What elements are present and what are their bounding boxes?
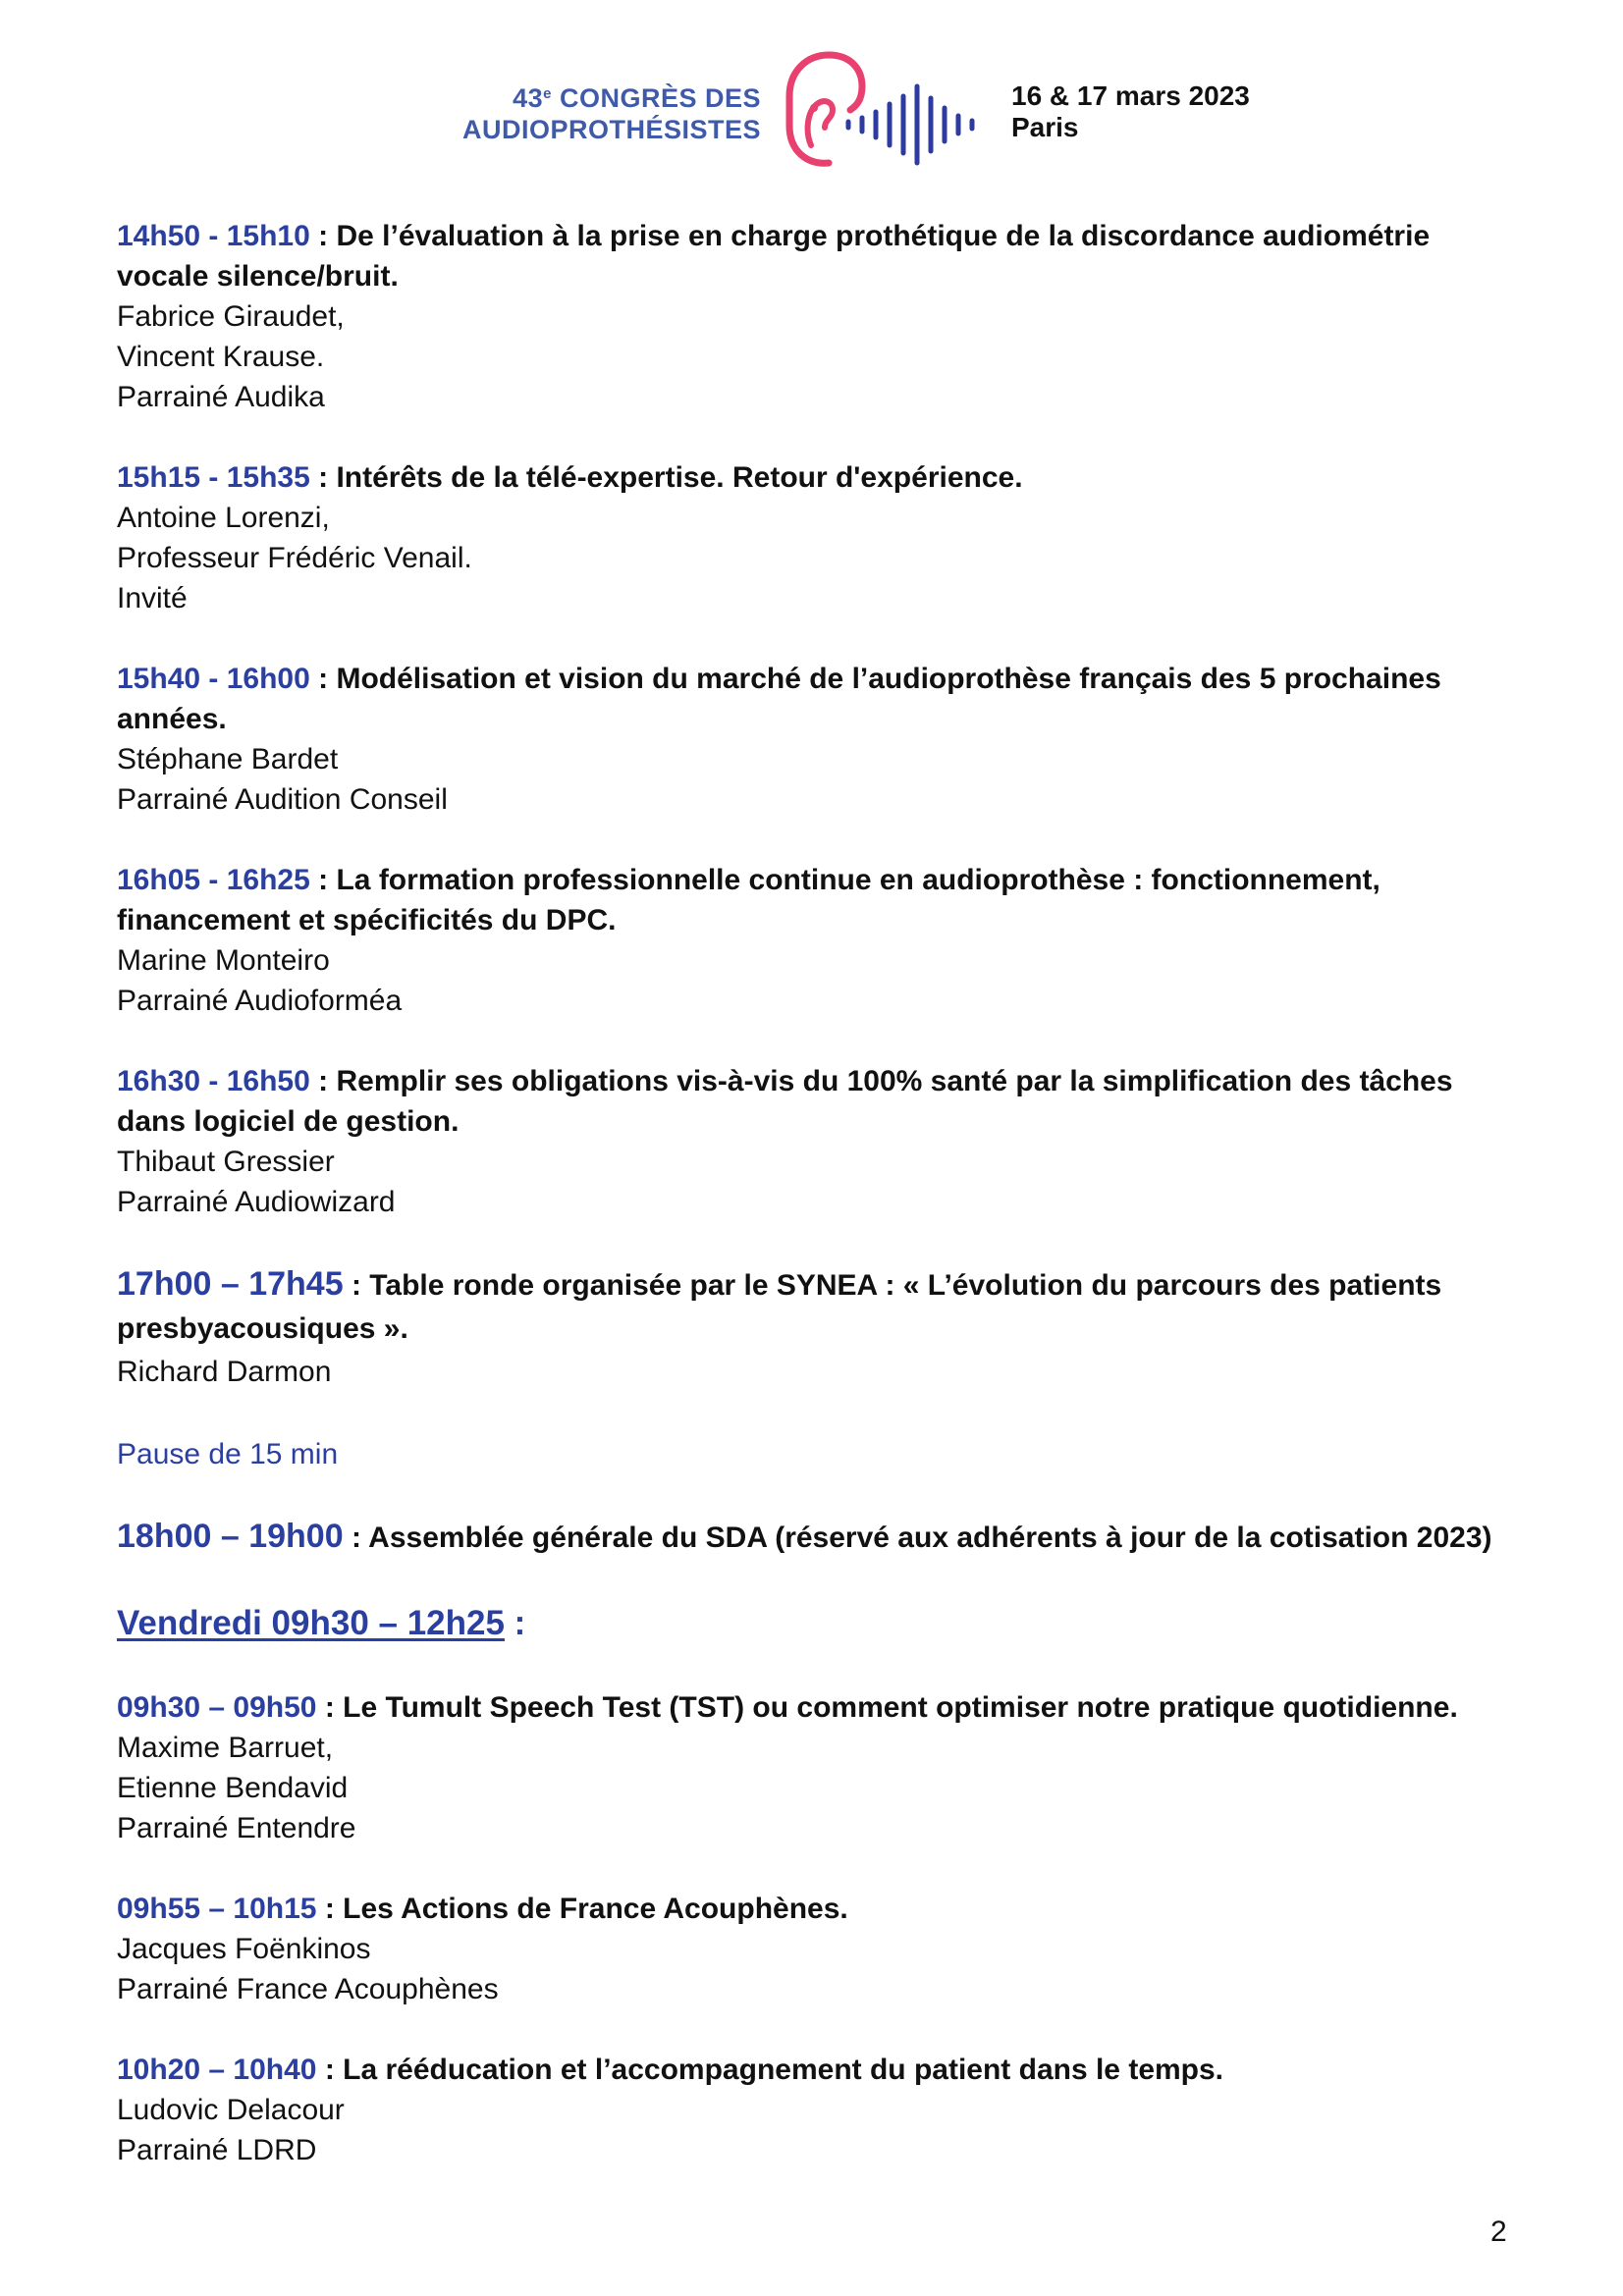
session-time: 16h05 - 16h25: [117, 864, 310, 896]
session-heading: 18h00 – 19h00 : Assemblée générale du SDA (réservé aux adhérents à jour de la cotisation 2023): [117, 1518, 1492, 1555]
session-time: 09h30 – 09h50: [117, 1691, 317, 1724]
logo-line-1: 43e CONGRÈS DES: [513, 83, 761, 113]
congress-date: [1011, 80, 1250, 143]
programme-content: [117, 216, 1511, 2170]
session-title: La rééducation et l’accompagnement du patient dans le temps.: [343, 2054, 1224, 2086]
session-time: 14h50 - 15h10: [117, 220, 310, 252]
session-item: [117, 860, 1511, 1021]
session-sponsor: Parrainé LDRD: [117, 2134, 317, 2166]
session-item: [117, 1889, 1511, 2009]
session-speaker: Antoine Lorenzi,: [117, 502, 330, 534]
session-title: Intérêts de la télé-expertise. Retour d'expérience.: [336, 461, 1023, 494]
session-time: 15h40 - 16h00: [117, 663, 310, 695]
session-item: [117, 216, 1511, 417]
day-heading: Vendredi 09h30 – 12h25 :: [117, 1604, 526, 1642]
session-item: [117, 1061, 1511, 1222]
session-speaker: Stéphane Bardet: [117, 743, 339, 775]
session-speaker: Jacques Foënkinos: [117, 1933, 371, 1965]
session-item: [117, 659, 1511, 820]
session-heading: 15h40 - 16h00 : Modélisation et vision du marché de l’audioprothèse français des 5 prochaines années.: [117, 663, 1441, 735]
session-speaker: Professeur Frédéric Venail.: [117, 542, 472, 574]
assembly-item: [117, 1515, 1511, 1560]
session-time: 18h00 – 19h00: [117, 1518, 344, 1555]
session-speaker: Vincent Krause.: [117, 341, 325, 373]
round-table-item: [117, 1262, 1511, 1394]
session-title: La formation professionnelle continue en audioprothèse : fonctionnement, financement et spécificités du DPC.: [117, 864, 1380, 936]
session-heading: 14h50 - 15h10 : De l’évaluation à la prise en charge prothétique de la discordance audiométrie vocale silence/bruit.: [117, 220, 1431, 293]
logo-line-2: AUDIOPROTHÉSISTES: [461, 115, 761, 144]
congress-header: [0, 47, 1623, 175]
session-speaker: Ludovic Delacour: [117, 2094, 345, 2126]
page-number: 2: [1490, 2216, 1507, 2248]
session-sponsor: Parrainé Audition Conseil: [117, 783, 448, 816]
session-heading: 16h30 - 16h50 : Remplir ses obligations vis-à-vis du 100% santé par la simplification des tâches dans logiciel de gestion.: [117, 1065, 1453, 1138]
session-heading: 09h55 – 10h15 : Les Actions de France Acouphènes.: [117, 1893, 848, 1925]
session-heading: 17h00 – 17h45 : Table ronde organisée par le SYNEA : « L’évolution du parcours des patients presbyacousiques ».: [117, 1265, 1442, 1345]
session-heading: 16h05 - 16h25 : La formation professionnelle continue en audioprothèse : fonctionnement, financement et spécificités du DPC.: [117, 864, 1380, 936]
congress-logo-title: [437, 79, 761, 145]
session-speaker: Fabrice Giraudet,: [117, 300, 345, 333]
session-speaker: Etienne Bendavid: [117, 1772, 349, 1804]
session-speaker: Marine Monteiro: [117, 944, 330, 977]
session-title: De l’évaluation à la prise en charge prothétique de la discordance audiométrie vocale silence/bruit.: [117, 220, 1431, 293]
session-sponsor: Parrainé France Acouphènes: [117, 1973, 499, 2005]
session-speaker: Maxime Barruet,: [117, 1732, 334, 1764]
ear-soundwave-logo-icon: [768, 47, 986, 175]
session-title: Assemblée générale du SDA (réservé aux adhérents à jour de la cotisation 2023): [368, 1522, 1492, 1554]
congress-date-text: 16 & 17 mars 2023: [1011, 80, 1250, 111]
session-title: Remplir ses obligations vis-à-vis du 100% santé par la simplification des tâches dans logiciel de gestion.: [117, 1065, 1453, 1138]
session-heading: 10h20 – 10h40 : La rééducation et l’accompagnement du patient dans le temps.: [117, 2054, 1224, 2086]
session-time: 09h55 – 10h15: [117, 1893, 317, 1925]
session-speaker: Thibaut Gressier: [117, 1146, 335, 1178]
pause-label: Pause de 15 min: [117, 1438, 339, 1470]
session-time: 15h15 - 15h35: [117, 461, 310, 494]
session-heading: 15h15 - 15h35 : Intérêts de la télé-expertise. Retour d'expérience.: [117, 461, 1023, 494]
session-time: 16h30 - 16h50: [117, 1065, 310, 1097]
session-sponsor: Parrainé Audika: [117, 381, 325, 413]
session-item: [117, 2050, 1511, 2170]
session-sponsor: Parrainé Entendre: [117, 1812, 356, 1844]
session-title: Les Actions de France Acouphènes.: [343, 1893, 848, 1925]
session-title: Le Tumult Speech Test (TST) ou comment optimiser notre pratique quotidienne.: [343, 1691, 1458, 1724]
session-title: Table ronde organisée par le SYNEA : « L’évolution du parcours des patients presbyacousiques ».: [117, 1269, 1442, 1345]
session-title: Modélisation et vision du marché de l’audioprothèse français des 5 prochaines années.: [117, 663, 1441, 735]
session-sponsor: Invité: [117, 582, 188, 614]
session-time: 10h20 – 10h40: [117, 2054, 317, 2086]
session-item: [117, 457, 1511, 618]
session-heading: 09h30 – 09h50 : Le Tumult Speech Test (TST) ou comment optimiser notre pratique quotidienne.: [117, 1691, 1458, 1724]
session-item: [117, 1687, 1511, 1848]
session-speaker: Richard Darmon: [117, 1356, 332, 1388]
session-sponsor: Parrainé Audioforméa: [117, 985, 403, 1017]
session-time: 17h00 – 17h45: [117, 1265, 344, 1303]
session-sponsor: Parrainé Audiowizard: [117, 1186, 396, 1218]
congress-place: Paris: [1011, 112, 1079, 142]
day-heading-text: Vendredi 09h30 – 12h25: [117, 1604, 505, 1642]
